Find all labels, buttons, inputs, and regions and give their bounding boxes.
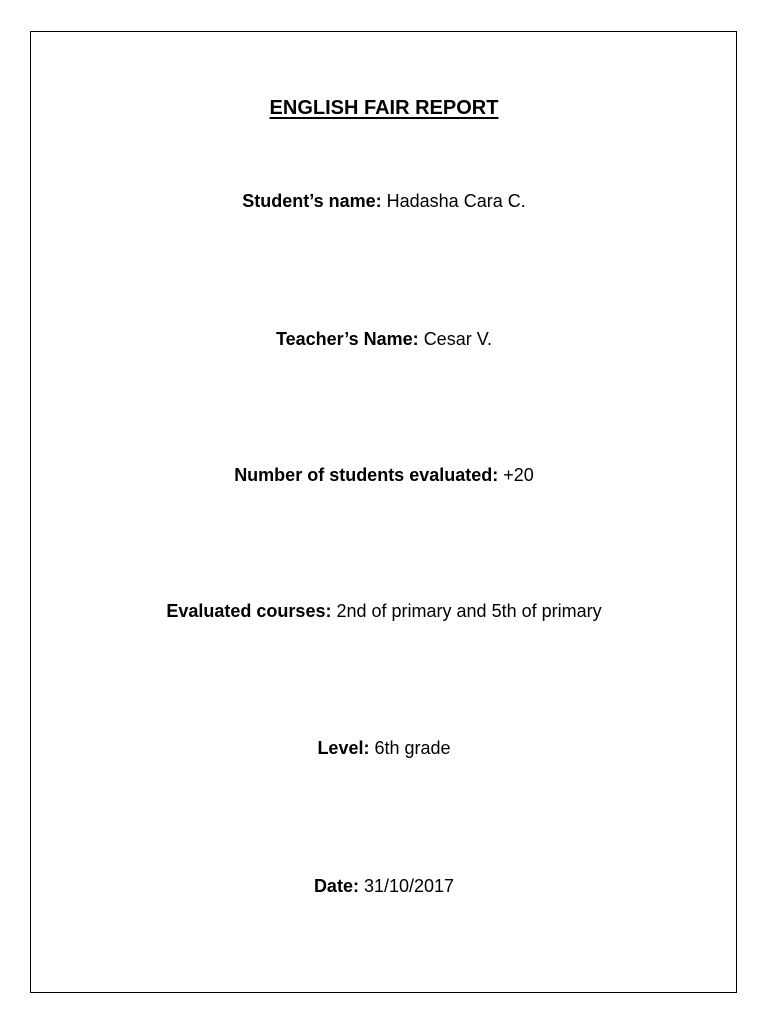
- teacher-name-row: [0, 328, 768, 350]
- page-border: [30, 31, 737, 993]
- students-evaluated-value: +20: [503, 465, 534, 485]
- students-evaluated-row: [0, 464, 768, 486]
- level-value: 6th grade: [374, 738, 451, 758]
- evaluated-courses-row: [0, 600, 768, 622]
- date-value: 31/10/2017: [363, 876, 455, 896]
- evaluated-courses-label: Evaluated courses:: [166, 601, 332, 621]
- teacher-name-value: Cesar V.: [423, 329, 493, 349]
- teacher-name-label: Teacher’s Name:: [275, 329, 419, 349]
- date-label: Date:: [313, 876, 359, 896]
- student-name-row: [0, 190, 768, 212]
- report-title: ENGLISH FAIR REPORT: [269, 97, 499, 119]
- students-evaluated-label: Number of students evaluated:: [234, 465, 499, 485]
- level-row: [0, 737, 768, 759]
- student-name-label: Student’s name:: [242, 191, 382, 211]
- date-row: [0, 875, 768, 897]
- student-name-value: Hadasha Cara C.: [386, 191, 526, 211]
- evaluated-courses-value: 2nd of primary and 5th of primary: [336, 601, 602, 621]
- level-label: Level:: [317, 738, 370, 758]
